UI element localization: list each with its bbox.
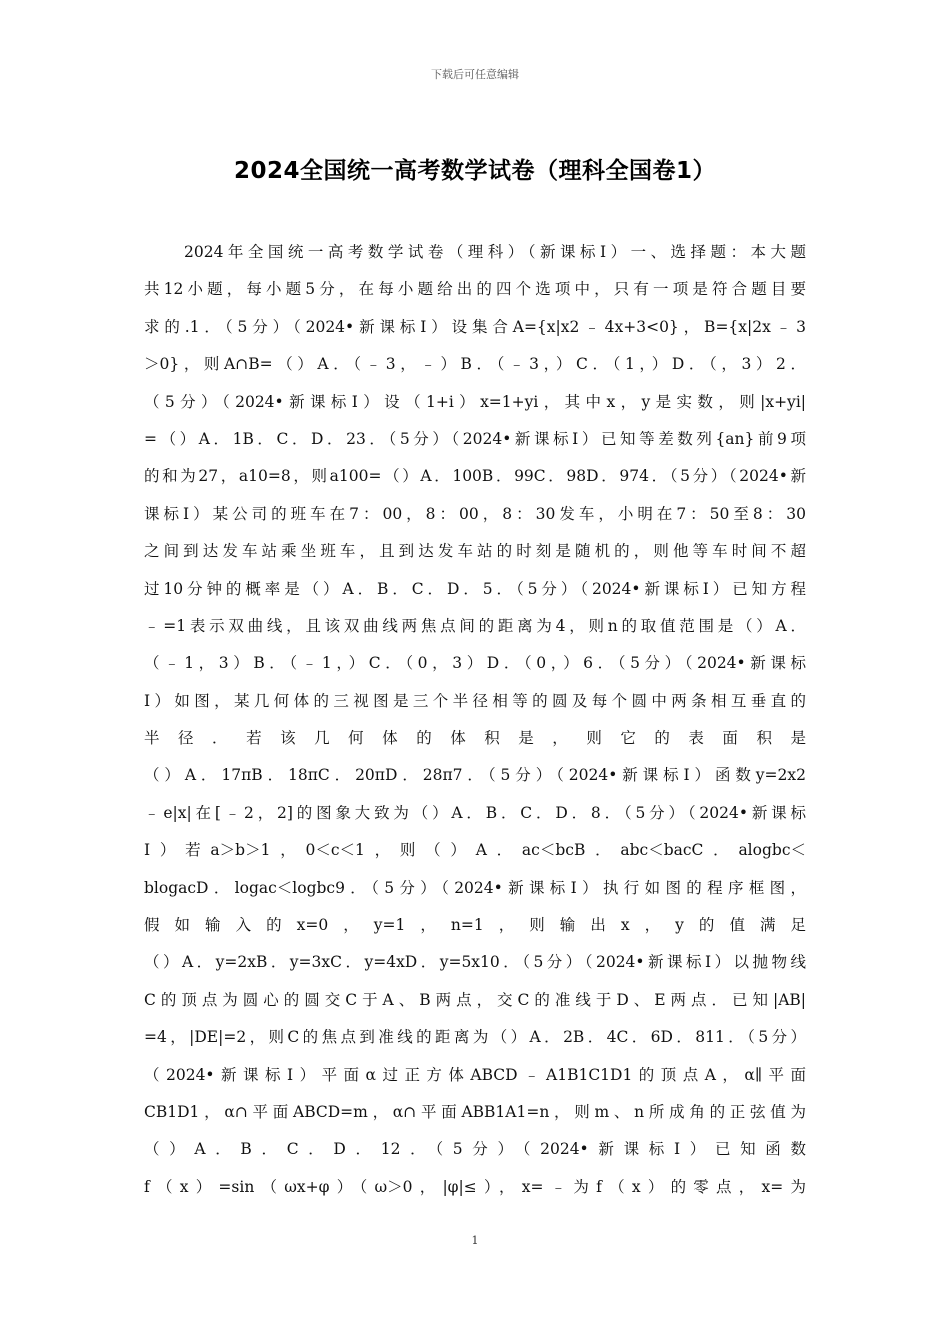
body-line: 假如输入的x=0，y=1，n=1，则输出x，y的值满足 (144, 916, 806, 935)
body-line: ﹣=1表示双曲线，且该双曲线两焦点间的距离为4，则n的取值范围是（）A． (144, 616, 806, 635)
body-line: 求的.1．（5分）（2024•新课标Ⅰ）设集合A={x|x2﹣4x+3<0}，B={x|2x﹣3 (144, 317, 806, 336)
body-line: 过10分钟的概率是（）A．B．C．D．5．（5分）（2024•新课标Ⅰ）已知方程 (144, 579, 806, 598)
body-line: ＞0}，则A∩B=（）A．（﹣3，﹣）B．（﹣3，）C．（1，）D．（，3）2． (144, 355, 806, 374)
body-line: Ⅰ）若a＞b＞1，0＜c＜1，则（）A．ac＜bcB．abc＜bacC．alogbc＜ (144, 841, 806, 860)
body-line: =4，|DE|=2，则C的焦点到准线的距离为（）A．2B．4C．6D．811．（5分） (144, 1028, 806, 1047)
body-line: 之间到达发车站乘坐班车，且到达发车站的时刻是随机的，则他等车时间不超 (144, 542, 806, 561)
document-title: 2024全国统一高考数学试卷（理科全国卷1） (233, 158, 717, 184)
body-line: （﹣1，3）B．（﹣1，）C．（0，3）D．（0，）6．（5分）（2024•新课标 (144, 654, 806, 673)
body-line: 共12小题，每小题5分，在每小题给出的四个选项中，只有一项是符合题目要 (144, 280, 806, 299)
body-line: 2024年全国统一高考数学试卷（理科）（新课标Ⅰ）一、选择题：本大题 (184, 243, 806, 261)
body-line: （）A．17πB．18πC．20πD．28π7．（5分）（2024•新课标Ⅰ）函数y=2x2 (144, 766, 806, 785)
body-line: blogacD．logac＜logbc9．（5分）（2024•新课标Ⅰ）执行如图的程序框图， (144, 878, 806, 897)
body-line: （2024•新课标Ⅰ）平面α过正方体ABCD﹣A1B1C1D1的顶点A，α∥平面 (144, 1065, 806, 1084)
body-line: =（）A．1B．C．D．23．（5分）（2024•新课标Ⅰ）已知等差数列{an}前9项 (144, 429, 806, 448)
body-line: CB1D1，α∩平面ABCD=m，α∩平面ABB1A1=n，则m、n所成角的正弦值为 (144, 1102, 806, 1121)
body-line: 课标Ⅰ）某公司的班车在7：00，8：00，8：30发车，小明在7：50至8：30 (144, 504, 806, 523)
body-line: 半径．若该几何体的体积是，则它的表面积是 (144, 729, 806, 748)
page-header: 下载后可任意编辑 (431, 68, 519, 81)
body-line: （）A．y=2xB．y=3xC．y=4xD．y=5x10．（5分）（2024•新课标Ⅰ）以抛物线 (144, 953, 806, 972)
body-line: （）A．B．C．D．12．（5分）（2024•新课标Ⅰ）已知函数 (144, 1140, 806, 1159)
body-line: （5分）（2024•新课标Ⅰ）设（1+i）x=1+yi，其中x，y是实数，则|x+yi| (144, 392, 806, 411)
page-number: 1 (471, 1234, 479, 1247)
body-line: C的顶点为圆心的圆交C于A、B两点，交C的准线于D、E两点．已知|AB| (144, 990, 806, 1009)
body-text (144, 234, 806, 1206)
body-line: f（x）=sin（ωx+φ）（ω＞0，|φ|≤），x=﹣为f（x）的零点，x=为 (144, 1177, 806, 1196)
body-line: ﹣e|x|在[﹣2，2]的图象大致为（）A．B．C．D．8．（5分）（2024•新课标 (144, 803, 806, 822)
body-line: Ⅰ）如图，某几何体的三视图是三个半径相等的圆及每个圆中两条相互垂直的 (144, 691, 806, 710)
body-line: 的和为27，a10=8，则a100=（）A．100B．99C．98D．974．（5分）（2024•新 (144, 467, 806, 486)
